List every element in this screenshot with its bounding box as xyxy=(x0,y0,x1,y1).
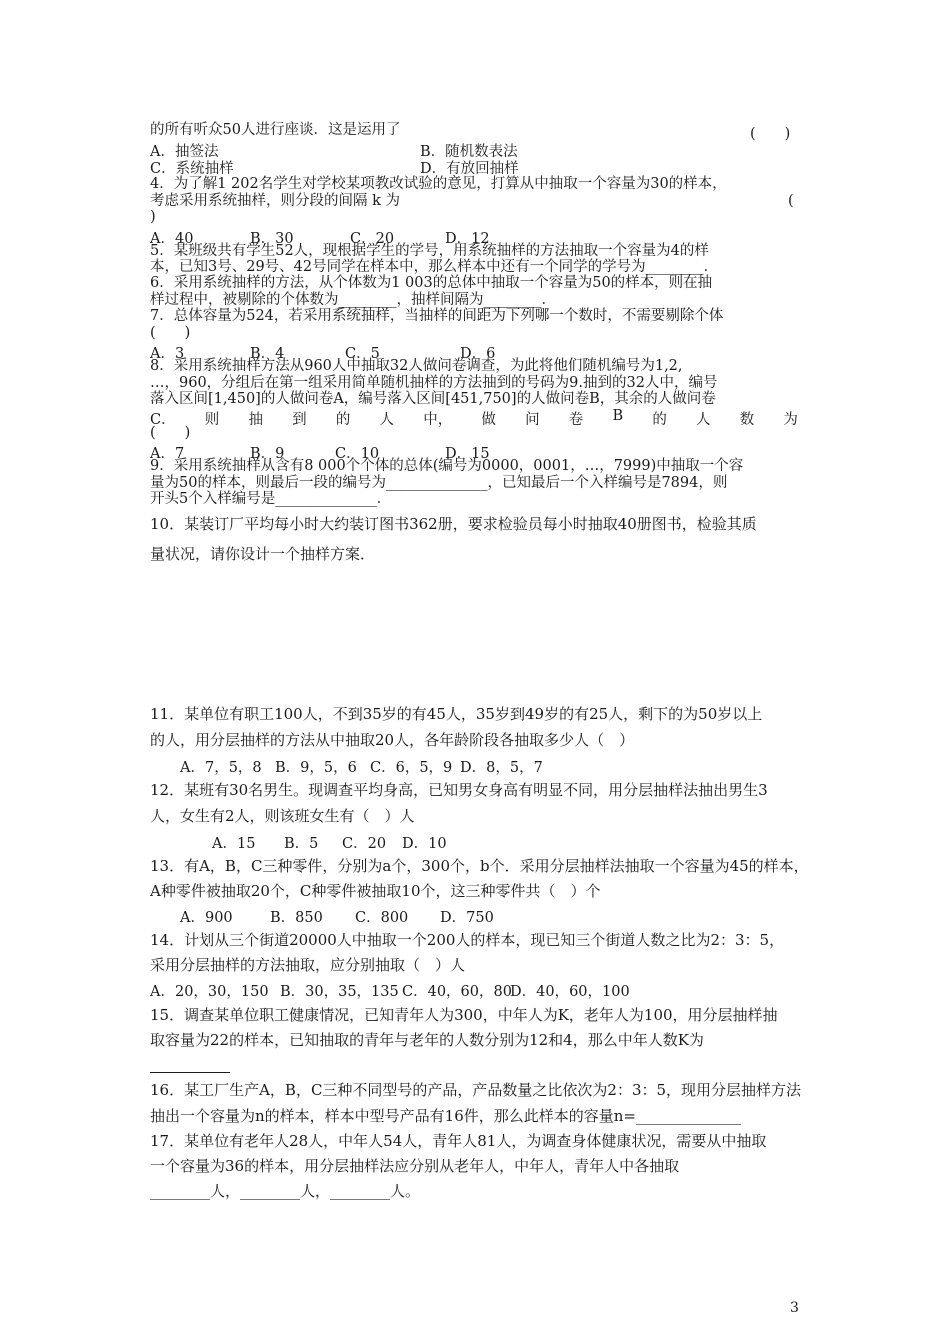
q13-option-b: B．850 xyxy=(270,910,323,926)
q12-line-1: 12．某班有30名男生。现调查平均身高，已知男女身高有明显不同，用分层抽样法抽出男生3 xyxy=(150,781,768,799)
q7-line-1: 7．总体容量为524，若采用系统抽样，当抽样的间距为下列哪一个数时，不需要剔除个体 xyxy=(150,308,724,324)
q11-option-b: B．9，5，6 xyxy=(275,760,357,776)
q12-option-c: C．20 xyxy=(342,836,387,852)
q11-option-a: A．7，5，8 xyxy=(180,760,262,776)
q4-option-a: A．40 xyxy=(150,231,194,247)
q5-line-2: 本，已知3号、29号、42号同学在样本中，那么样本中还有一个同学的学号为________． xyxy=(150,259,719,275)
q8-word: 人 xyxy=(696,412,711,428)
q14-option-a: A．20，30，150 xyxy=(150,984,269,1000)
q13-line-2: A种零件被抽取20个，C种零件被抽取10个，这三种零件共（ ）个 xyxy=(150,882,601,900)
q8-word: C． xyxy=(150,412,176,428)
q6-line-2: 样过程中，被剔除的个体数为________，抽样间隔为________． xyxy=(150,292,556,308)
q14-option-b: B．30，35，135 xyxy=(280,984,399,1000)
q14-option-c: C．40，60，80 xyxy=(402,984,512,1000)
q4-line-2: 考虑采用系统抽样，则分段的间隔 k 为 xyxy=(150,193,401,209)
q13-option-a: A．900 xyxy=(180,910,233,926)
q4-option-c: C．20 xyxy=(350,231,395,247)
q15-line-1: 15．调查某单位职工健康情况，已知青年人为300，中年人为K，老年人为100，用分层抽样抽 xyxy=(150,1006,778,1024)
q4-option-d: D．12 xyxy=(445,231,490,247)
q3-option-b: B．随机数表法 xyxy=(420,144,518,160)
q8-option-c: C．10 xyxy=(335,446,380,462)
q7-option-a: A．3 xyxy=(150,346,185,362)
q8-option-b: B．9 xyxy=(250,446,285,462)
q8-word: 人 xyxy=(379,412,395,428)
q15-answer-blank xyxy=(150,1072,230,1073)
q8-line-2: …，960，分组后在第一组采用简单随机抽样的方法抽到的号码为9.抽到的32人中，编号 xyxy=(150,375,718,391)
q7-answer-paren: ( ) xyxy=(150,325,191,341)
page-number: 3 xyxy=(790,1300,799,1316)
q4-options xyxy=(150,227,790,247)
q8-word: 则 xyxy=(204,412,220,428)
q8-word: 中， xyxy=(423,412,453,428)
q11-option-c: C．6，5，9 xyxy=(370,760,453,776)
q8-word: 做 xyxy=(481,412,496,428)
q6-line-1: 6．采用系统抽样的方法，从个体数为1 003的总体中抽取一个容量为50的样本，则在抽 xyxy=(150,275,713,291)
q8-word: 问 xyxy=(525,412,540,428)
q8-option-d: D．15 xyxy=(445,446,490,462)
q3-option-c: C．系统抽样 xyxy=(150,161,234,177)
q8-word: 抽 xyxy=(248,412,263,428)
q3-line: 的所有听众50人进行座谈．这是运用了 xyxy=(150,122,401,138)
q8-line-4 xyxy=(150,408,798,429)
q10-line-1: 10．某装订厂平均每小时大约装订图书362册，要求检验员每小时抽取40册图书，检验其质 xyxy=(150,515,757,533)
q9-line-2: 量为50的样本，则最后一段的编号为______________，已知最后一个入样编号是7894，则 xyxy=(150,475,728,491)
q11-option-d: D．8，5，7 xyxy=(460,760,543,776)
q13-options xyxy=(180,906,580,926)
q9-line-1: 9．采用系统抽样从含有8 000个个体的总体(编号为0000，0001，…，7999)中抽取一个容 xyxy=(150,458,744,474)
q13-line-1: 13．有A，B，C三种零件，分别为a个，300个，b个．采用分层抽样法抽取一个容量为45的样本， xyxy=(150,857,809,875)
q4-paren-open: ( xyxy=(788,193,794,209)
q14-line-1: 14．计划从三个街道20000人中抽取一个200人的样本，现已知三个街道人数之比为2：3：5， xyxy=(150,931,785,949)
q14-option-d: D．40，60，100 xyxy=(510,984,630,1000)
q8-line-3: 落入区间[1,450]的人做问卷A，编号落入区间[451,750]的人做问卷B，其余的人做问卷 xyxy=(150,391,716,407)
q8-word: 到 xyxy=(292,412,307,428)
q14-line-2: 采用分层抽样的方法抽取，应分别抽取（ ）人 xyxy=(150,956,466,974)
q16-line-1: 16．某工厂生产A，B，C三种不同型号的产品，产品数量之比依次为2：3：5，现用分层抽样方法 xyxy=(150,1081,802,1099)
q8-word: 卷 xyxy=(568,412,584,428)
q11-line-2: 的人，用分层抽样的方法从中抽取20人，各年龄阶段各抽取多少人（ ） xyxy=(150,731,635,749)
q3-answer-paren: ( ) xyxy=(750,126,791,142)
q7-option-c: C．5 xyxy=(345,346,380,362)
q7-option-b: B．4 xyxy=(250,346,285,362)
q8-word: 的 xyxy=(652,412,667,428)
q12-options xyxy=(212,832,612,852)
q8-option-a: A．7 xyxy=(150,446,185,462)
q8-line-1: 8．采用系统抽样方法从960人中抽取32人做问卷调查，为此将他们随机编号为1,2, xyxy=(150,358,683,374)
q17-line-1: 17．某单位有老年人28人，中年人54人，青年人81人，为调查身体健康状况，需要从中抽取 xyxy=(150,1132,767,1150)
q8-word: 数 xyxy=(739,412,755,428)
q4-option-b: B．30 xyxy=(250,231,294,247)
q17-line-2: 一个容量为36的样本，用分层抽样法应分别从老年人，中年人，青年人中各抽取 xyxy=(150,1157,680,1175)
q15-line-2: 取容量为22的样本，已知抽取的青年与老年的人数分别为12和4，那么中年人数K为 xyxy=(150,1031,704,1049)
q8-options xyxy=(150,442,790,462)
q12-option-a: A．15 xyxy=(212,836,256,852)
q3-option-a: A．抽签法 xyxy=(150,144,219,160)
q8-word: 的 xyxy=(335,412,351,428)
q8-answer-paren: ( ) xyxy=(150,425,191,441)
q14-options xyxy=(150,980,750,1000)
q3-option-d: D．有放回抽样 xyxy=(420,161,519,177)
q4-paren-close: ) xyxy=(150,209,156,225)
q7-options xyxy=(150,342,790,362)
q5-line-1: 5．某班级共有学生52人，现根据学生的学号，用系统抽样的方法抽取一个容量为4的样 xyxy=(150,243,709,259)
q11-line-1: 11．某单位有职工100人，不到35岁的有45人，35岁到49岁的有25人，剩下的为50岁以上 xyxy=(150,705,763,723)
q17-line-3: ________人，________人，________人。 xyxy=(150,1182,421,1200)
q3-options xyxy=(150,140,790,177)
q8-word: 为 xyxy=(783,412,798,428)
q13-option-d: D．750 xyxy=(440,910,494,926)
q12-option-b: B．5 xyxy=(284,836,319,852)
q13-option-c: C．800 xyxy=(355,910,409,926)
q11-options xyxy=(180,756,680,776)
q9-line-3: 开头5个入样编号是______________． xyxy=(150,491,392,507)
q4-line-1: 4．为了解1 202名学生对学校某项教改试验的意见，打算从中抽取一个容量为30的样本， xyxy=(150,176,727,192)
q12-line-2: 人，女生有2人，则该班女生有（ ）人 xyxy=(150,807,415,825)
q16-line-2: 抽出一个容量为n的样本，样本中型号产品有16件，那么此样本的容量n=______________ xyxy=(150,1107,741,1125)
q7-option-d: D．6 xyxy=(460,346,496,362)
q8-word: B xyxy=(612,408,624,424)
q12-option-d: D．10 xyxy=(402,836,447,852)
q10-line-2: 量状况，请你设计一个抽样方案． xyxy=(150,545,376,563)
